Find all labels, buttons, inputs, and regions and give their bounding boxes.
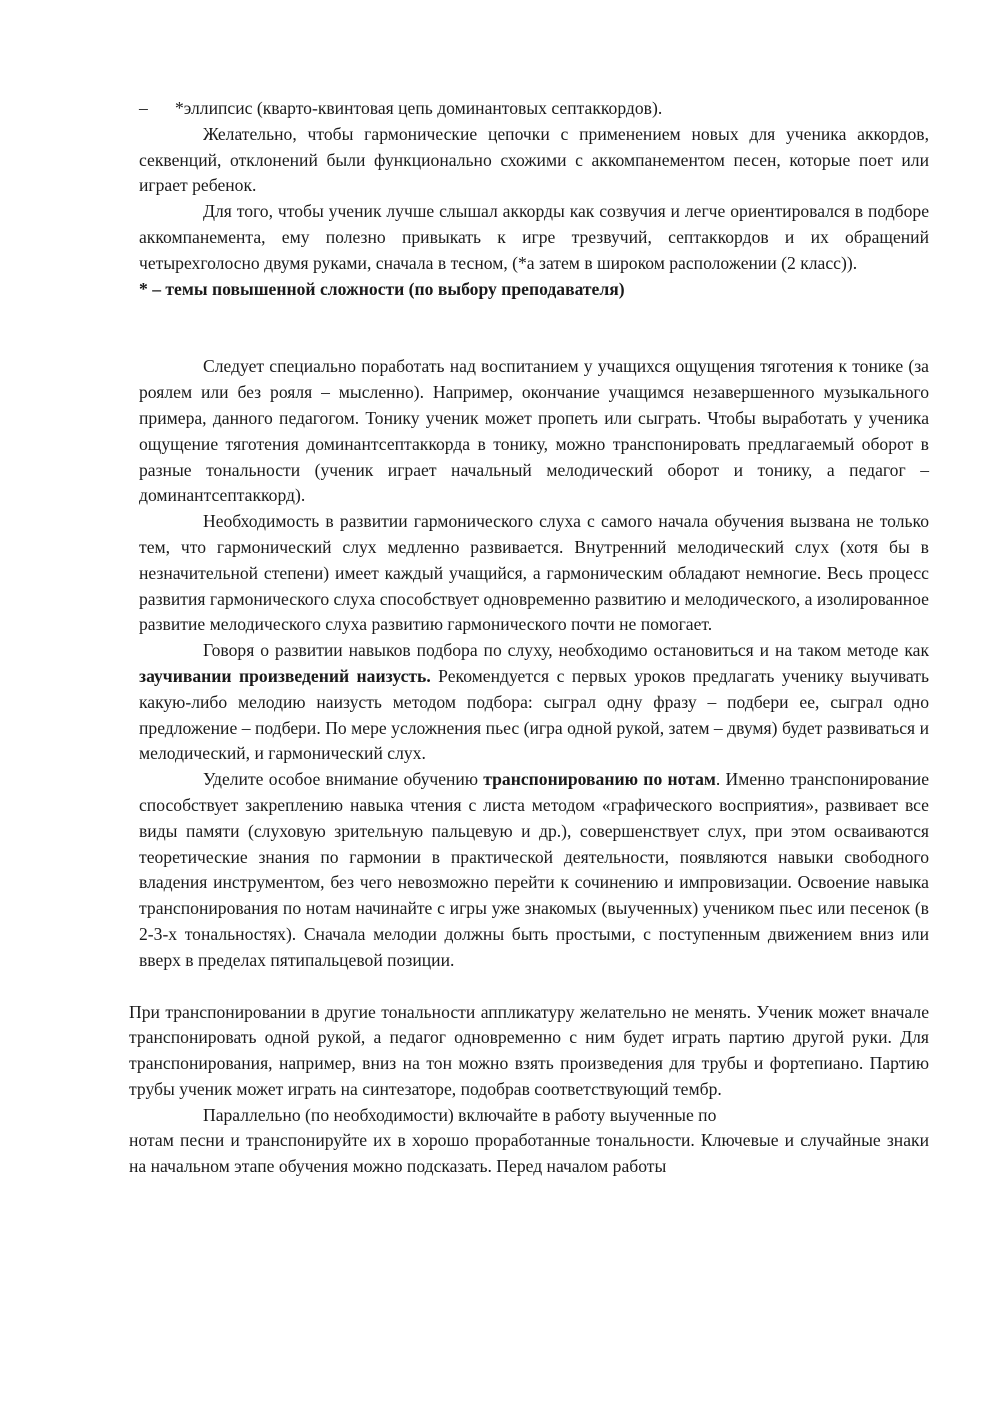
paragraph-harmonic-chains: Желательно, чтобы гармонические цепочки с применением новых для ученика аккордов, секвенций, отклонений были функционально схожими с аккомпанементом песен, которые поет или играет ребенок. — [139, 123, 929, 196]
spacer — [139, 974, 929, 1000]
transposition-text-after: . Именно транспонирование способствует закреплению навыка чтения с листа методом «графического восприятия», развивает все виды памяти (слуховую зрительную пальцевую и др.), совершенствует слух, при этом осваиваются теоретические знания по гармонии в практической деятельности, появляются навыки свободного владения инструментом, без чего невозможно перейти к сочинению и импровизации. Освоение навыка транспонирования по нотам начинайте с игры уже знакомых (выученных) учеником пьес или песенок (в 2-3-х тональностях). Сначала мелодии должны быть простыми, с поступенным движением вниз или вверх в пределах пятипальцевой позиции. — [139, 769, 929, 970]
spacer — [139, 302, 929, 354]
paragraph-chord-practice: Для того, чтобы ученик лучше слышал аккорды как созвучия и легче ориентировался в подборе аккомпанемента, ему полезно привыкать к игре трезвучий, септаккордов и их обращений четырехголосно двумя руками, сначала в тесном, (*а затем в широком расположении (2 класс)). — [139, 201, 929, 273]
footnote-advanced-topics: * – темы повышенной сложности (по выбору преподавателя) — [139, 278, 625, 299]
paragraph-memorization — [139, 638, 929, 767]
paragraph-harmonic-hearing: Необходимость в развитии гармонического слуха с самого начала обучения вызвана не только тем, что гармонический слух медленно развивается. Внутренний мелодический слух (хотя бы в незначительной степени) имеет каждый учащийся, а гармоническим обладают немногие. Весь процесс развития гармонического слуха способствует одновременно развитию и мелодического, а изолированное развитие мелодического слуха развитию гармонического почти не помогает. — [139, 511, 929, 635]
paragraph-parallel-first-line: Параллельно (по необходимости) включайте в работу выученные по — [203, 1104, 717, 1125]
paragraph-fingering: При транспонировании в другие тональности аппликатуру желательно не менять. Ученик может вначале транспонировать одной рукой, а педагог одновременно с ним будет играть партию другой руки. Для транспонирования, например, вниз на тон можно взять произведения для трубы и фортепиано. Партию трубы ученик может играть на синтезаторе, подобрав соответствующий тембр. — [129, 1001, 929, 1099]
list-dash-marker: – — [139, 98, 148, 118]
transposition-bold-term: транспонированию по нотам — [483, 769, 716, 790]
memorization-bold-term: заучивании произведений наизусть. — [139, 665, 431, 686]
document-page — [129, 96, 930, 1180]
paragraph-transposition — [139, 767, 929, 973]
list-item-ellipsis — [139, 96, 929, 122]
paragraph-tonic-gravitation: Следует специально поработать над воспитанием у учащихся ощущения тяготения к тонике (за роялем или без рояля – мысленно). Например, окончание учащимся незавершенного музыкального примера, данного педагогом. Тонику ученик может пропеть или сыграть. Чтобы выработать у ученика ощущение тяготения доминантсептаккорда в тонику, можно транспонировать предлагаемый оборот в разные тональности (ученик играет начальный мелодический оборот и тонику, а педагог – доминантсептаккорд). — [139, 356, 929, 506]
memorization-text-before: Говоря о развитии навыков подбора по слуху, необходимо остановиться и на таком методе как — [203, 640, 929, 661]
transposition-text-before: Уделите особое внимание обучению — [203, 769, 484, 790]
memorization-text-after: Рекомендуется с первых уроков предлагать ученику выучивать какую-либо мелодию наизусть методом подбора: сыграл одну фразу – подбери ее, сыграл одно предложение – подбери. По мере усложнения пьес (игра одной рукой, затем – двумя) будет развиваться и мелодический, и гармонический слух. — [139, 665, 930, 764]
list-item-text: *эллипсис (кварто-квинтовая цепь доминантовых септаккордов). — [175, 98, 663, 118]
paragraph-parallel-rest: нотам песни и транспонируйте их в хорошо проработанные тональности. Ключевые и случайные знаки на начальном этапе обучения можно подсказать. Перед началом работы — [129, 1130, 929, 1177]
